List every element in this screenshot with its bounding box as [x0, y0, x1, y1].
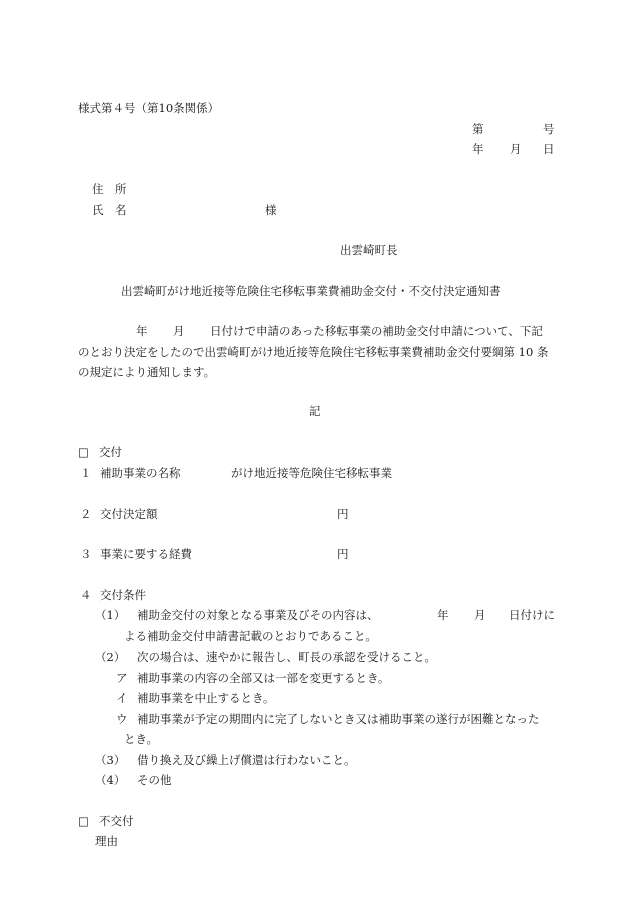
item-value: 円 — [337, 507, 349, 521]
item-value: 円 — [337, 547, 349, 561]
grant-checkbox[interactable]: □ — [78, 445, 89, 459]
condition-number: （1） — [95, 608, 126, 622]
item-label: 補助事業の名称 — [100, 466, 181, 480]
issuer: 出雲崎町長 — [340, 243, 398, 257]
sub-item-continuation: とき。 — [124, 732, 159, 746]
doc-number-suffix: 号 — [543, 122, 555, 136]
condition-number: （3） — [95, 753, 126, 767]
condition-text: 補助金交付の対象となる事業及びその内容は、 — [137, 608, 379, 622]
date-day-label: 日 — [543, 142, 555, 156]
item-label: 交付決定額 — [100, 507, 158, 521]
form-id: 様式第４号（第10条関係） — [78, 101, 220, 115]
condition-year: 年 — [437, 608, 449, 622]
conditions-number: ４ — [80, 588, 92, 602]
condition-number: （4） — [95, 773, 126, 787]
condition-day-rest: 日付けに — [509, 608, 555, 622]
name-label: 氏 名 — [92, 203, 127, 217]
grant-label: 交付 — [99, 445, 122, 459]
item-number: １ — [80, 466, 92, 480]
address-label: 住 所 — [92, 182, 127, 196]
condition-continuation: よる補助金交付申請書記載のとおりであること。 — [124, 629, 377, 643]
sub-item-text: 補助事業を中止するとき。 — [137, 691, 275, 705]
non-grant-label: 不交付 — [99, 814, 134, 828]
ki-marker: 記 — [309, 404, 321, 418]
sub-item-number: ア — [116, 671, 128, 685]
body-year: 年 — [136, 324, 148, 338]
item-label: 事業に要する経費 — [100, 547, 192, 561]
sub-item-text: 補助事業の内容の全部又は一部を変更するとき。 — [137, 671, 390, 685]
conditions-label: 交付条件 — [100, 588, 146, 602]
condition-text: 借り換え及び繰上げ償還は行わないこと。 — [137, 753, 356, 767]
doc-number-prefix: 第 — [472, 122, 484, 136]
item-value: がけ地近接等危険住宅移転事業 — [231, 466, 392, 480]
body-line2: のとおり決定をしたので出雲崎町がけ地近接等危険住宅移転事業費補助金交付要綱第 10 条 — [78, 345, 549, 359]
sub-item-number: イ — [116, 691, 128, 705]
item-number: ２ — [80, 507, 92, 521]
honorific: 様 — [265, 203, 277, 217]
document-title: 出雲崎町がけ地近接等危険住宅移転事業費補助金交付・不交付決定通知書 — [121, 284, 501, 298]
body-line3: の規定により通知します。 — [78, 365, 216, 379]
sub-item-text: 補助事業が予定の期間内に完了しないとき又は補助事業の遂行が困難となった — [137, 712, 540, 726]
body-month: 月 — [173, 324, 185, 338]
condition-month: 月 — [474, 608, 486, 622]
body-line1-rest: 日付けで申請のあった移転事業の補助金交付申請について、下記 — [210, 324, 543, 338]
date-year-label: 年 — [472, 142, 484, 156]
sub-item-number: ウ — [116, 712, 128, 726]
item-number: ３ — [80, 547, 92, 561]
condition-text: その他 — [137, 773, 172, 787]
reason-label: 理由 — [95, 834, 118, 848]
condition-number: （2） — [95, 650, 126, 664]
condition-text: 次の場合は、速やかに報告し、町長の承認を受けること。 — [137, 650, 436, 664]
date-month-label: 月 — [510, 142, 522, 156]
non-grant-checkbox[interactable]: □ — [78, 814, 89, 828]
